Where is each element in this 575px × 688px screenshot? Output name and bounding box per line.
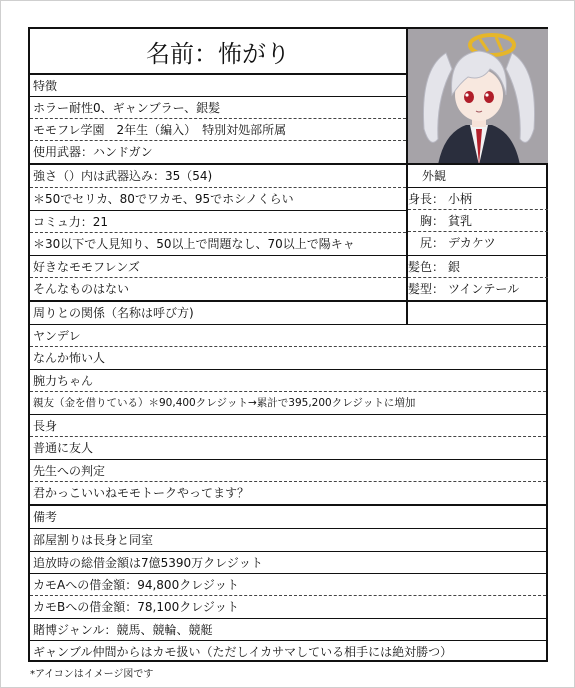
appearance-row [408, 232, 548, 256]
note-line: カモAへの借金額：94,800クレジット [30, 574, 546, 596]
note-line: 部屋割りは長身と同室 [30, 529, 546, 552]
appearance-key: 髪型： [408, 282, 445, 296]
stat-line: 好きなモモフレンズ [30, 256, 406, 278]
appearance-key: 身長： [408, 192, 445, 206]
relation-line: 君かっこいいねモモトークやってます？ [30, 482, 546, 506]
appearance-value: ツインテール [448, 282, 520, 296]
relation-line: 親友（金を借りている）＊90,400クレジット→累計で395,200クレジットに増加 [30, 392, 546, 415]
note-line: 追放時の総借金額は7億5390万クレジット [30, 552, 546, 574]
appearance-value: 小柄 [448, 192, 473, 206]
traits-header: 特徴 [30, 75, 406, 97]
stat-line: 強さ（）内は武器込み：35（54) [30, 165, 406, 188]
relations-header: 周りとの関係（名称は呼び方) [30, 302, 546, 325]
appearance-value: 銀 [448, 260, 461, 274]
relation-line: なんか怖い人 [30, 347, 546, 370]
appearance-key: 尻： [419, 236, 444, 250]
stat-line: そんなものはない [33, 282, 130, 296]
relation-line: 長身 [30, 415, 546, 437]
trait-line: ホラー耐性0、ギャンブラー、銀髪 [30, 97, 406, 119]
relation-line: 先生への判定 [30, 460, 546, 482]
character-portrait [406, 29, 548, 165]
stat-line: ＊50でセリカ、80でワカモ、95でホシノくらい [30, 188, 406, 211]
appearance-header: 外観 [408, 165, 548, 188]
note-line: カモBへの借金額：78,100クレジット [30, 596, 546, 619]
trait-line: 使用武器：ハンドガン [30, 141, 406, 165]
trait-line: モモフレ学園 2年生（編入） 特別対処部所属 [30, 119, 406, 141]
name-title: 名前：怖がり [30, 29, 406, 75]
portrait-illustration [408, 29, 548, 165]
relation-line: 腕力ちゃん [30, 370, 546, 392]
notes-header: 備考 [30, 506, 546, 529]
appearance-row [408, 256, 548, 278]
appearance-row [408, 278, 548, 300]
appearance-key: 胸： [419, 214, 444, 228]
relation-line: ヤンデレ [30, 325, 546, 347]
appearance-row [408, 210, 548, 232]
appearance-value: デカケツ [448, 236, 496, 250]
footnote: *アイコンはイメージ図です [30, 669, 154, 680]
appearance-value: 貧乳 [448, 214, 473, 228]
note-line: ギャンブル仲間からはカモ扱い（ただしイカサマしている相手には絶対勝つ） [33, 645, 453, 659]
sheet-frame [28, 27, 548, 662]
stat-line: コミュ力：21 [30, 211, 406, 233]
note-line: 賭博ジャンル：競馬、競輪、競艇 [30, 619, 546, 641]
relation-line: 普通に友人 [30, 437, 546, 460]
stat-line: ＊30以下で人見知り、50以上で問題なし、70以上で陽キャ [30, 233, 406, 256]
appearance-key: 髪色： [408, 260, 445, 274]
appearance-row [408, 188, 548, 210]
